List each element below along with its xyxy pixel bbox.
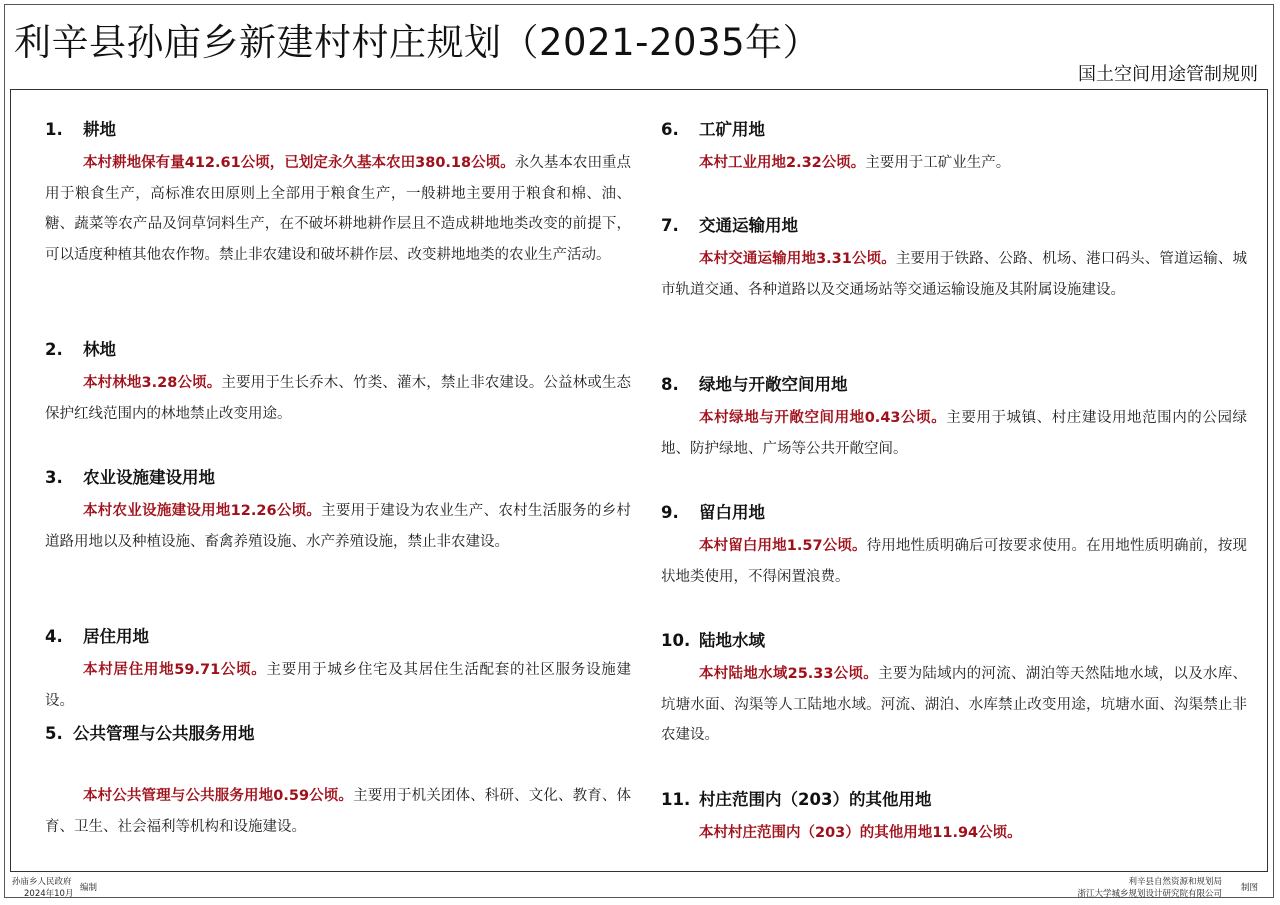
section-highlight: 本村农业设施建设用地12.26公顷。	[83, 503, 322, 519]
section-heading: 绿地与开敞空间用地	[699, 375, 848, 394]
section-number: 4.	[45, 627, 63, 646]
section-heading: 留白用地	[699, 503, 765, 522]
footer-right-org-1: 利辛县自然资源和规划局	[1128, 877, 1222, 887]
footer-right-org-2: 浙江大学城乡规划设计研究院有限公司	[1077, 889, 1222, 899]
section-text: 主要用于机关团体、科研、文化、教育、体育、卫生、社会福利等机构和设施建设。	[45, 788, 632, 835]
section-number: 10.	[661, 631, 691, 650]
section-text: 主要用于城乡住宅及其居住生活配套的社区服务设施建设。	[45, 662, 631, 709]
section-heading: 交通运输用地	[699, 216, 798, 235]
section-heading: 公共管理与公共服务用地	[73, 724, 255, 743]
section-highlight: 本村绿地与开敞空间用地0.43公顷。	[699, 410, 947, 426]
section-highlight: 本村林地3.28公顷。	[83, 375, 222, 391]
section-highlight: 本村公共管理与公共服务用地0.59公顷。	[83, 788, 354, 804]
section-text: 主要用于城镇、村庄建设用地范围内的公园绿地、防护绿地、广场等公共开敞空间。	[661, 410, 1248, 457]
section-number: 11.	[661, 790, 691, 809]
section-water-area	[661, 629, 1247, 751]
section-highlight: 本村村庄范围内（203）的其他用地11.94公顷。	[699, 825, 1022, 841]
section-heading: 工矿用地	[699, 120, 765, 139]
content-panel	[10, 89, 1268, 872]
section-heading: 村庄范围内（203）的其他用地	[699, 790, 932, 809]
section-public-service-land	[45, 722, 631, 842]
page-subtitle: 国土空间用途管制规则	[1078, 64, 1258, 85]
section-farmland	[45, 118, 631, 270]
section-number: 2.	[45, 340, 63, 359]
section-text: 主要用于工矿业生产。	[865, 155, 1011, 171]
section-highlight: 本村工业用地2.32公顷。	[699, 155, 866, 171]
section-highlight: 本村留白用地1.57公顷。	[699, 538, 867, 554]
section-heading: 农业设施建设用地	[83, 468, 215, 487]
section-number: 3.	[45, 468, 63, 487]
footer-left-role: 编制	[80, 883, 98, 893]
section-highlight: 本村交通运输用地3.31公顷。	[699, 251, 896, 267]
footer-right-role: 制图	[1240, 883, 1258, 893]
section-highlight: 本村陆地水域25.33公顷。	[699, 666, 879, 682]
footer-left-date: 2024年10月	[24, 889, 74, 899]
section-number: 1.	[45, 120, 63, 139]
page-title: 利辛县孙庙乡新建村村庄规划（2021-2035年）	[14, 21, 821, 64]
section-transport-land	[661, 214, 1247, 305]
section-text: 主要用于铁路、公路、机场、港口码头、管道运输、城市轨道交通、各种道路以及交通场站等交通运输设施及其附属设施建设。	[661, 251, 1248, 298]
section-other-village-land	[661, 788, 1247, 849]
section-number: 8.	[661, 375, 679, 394]
section-number: 9.	[661, 503, 679, 522]
section-highlight: 本村耕地保有量412.61公顷，已划定永久基本农田380.18公顷。	[83, 155, 515, 171]
section-forest-land	[45, 338, 631, 429]
section-text: 待用地性质明确后可按要求使用。在用地性质明确前，按现状地类使用，不得闲置浪费。	[661, 538, 1247, 585]
section-number: 7.	[661, 216, 679, 235]
section-highlight: 本村居住用地59.71公顷。	[83, 662, 267, 678]
section-industrial-land	[661, 118, 1247, 179]
footer-left-org: 孙庙乡人民政府	[12, 877, 72, 887]
section-green-space-land	[661, 373, 1247, 464]
section-heading: 林地	[83, 340, 116, 359]
section-number: 5.	[45, 724, 63, 743]
section-residential-land	[45, 625, 631, 716]
section-number: 6.	[661, 120, 679, 139]
section-text: 主要为陆域内的河流、湖泊等天然陆地水域，以及水库、坑塘水面、沟渠等人工陆地水域。河流、湖泊、水库禁止改变用途，坑塘水面、沟渠禁止非农建设。	[661, 666, 1248, 743]
section-heading: 耕地	[83, 120, 116, 139]
section-text: 主要用于建设为农业生产、农村生活服务的乡村道路用地以及种植设施、畜禽养殖设施、水产养殖设施，禁止非农建设。	[45, 503, 631, 550]
section-text: 主要用于生长乔木、竹类、灌木，禁止非农建设。公益林或生态保护红线范围内的林地禁止改变用途。	[45, 375, 631, 422]
section-text: 永久基本农田重点用于粮食生产，高标准农田原则上全部用于粮食生产，一般耕地主要用于粮食和棉、油、糖、蔬菜等农产品及饲草饲料生产，在不破坏耕地耕作层且不造成耕地地类改变的前提下，可以适度种植其他农作物。禁止非农建设和破坏耕作层、改变耕地地类的农业生产活动。	[45, 155, 632, 263]
section-agri-facility-land	[45, 466, 631, 557]
section-heading: 陆地水域	[699, 631, 765, 650]
section-reserved-land	[661, 501, 1247, 592]
section-heading: 居住用地	[83, 627, 149, 646]
